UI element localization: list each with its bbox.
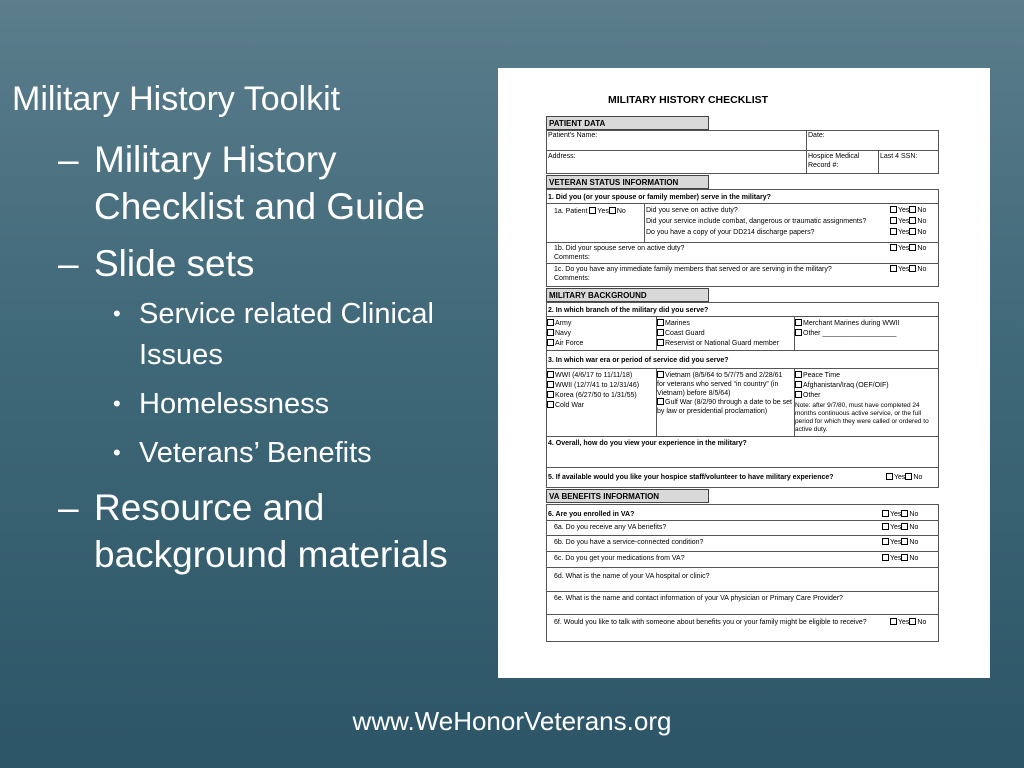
era-peace-time: Peace Time <box>795 371 840 380</box>
era-wwii: WWII (12/7/41 to 12/31/46) <box>547 381 639 390</box>
checkbox[interactable] <box>657 319 664 326</box>
q6f-label: 6f. Would you like to talk with someone about benefits you or your family might be eligible to receive? <box>554 619 867 626</box>
branch-coast-guard: Coast Guard <box>657 329 705 338</box>
q1a-3: Do you have a copy of your DD214 discharge papers? <box>646 229 815 236</box>
checkbox[interactable] <box>890 618 897 625</box>
section-veteran-status: VETERAN STATUS INFORMATION <box>546 175 709 189</box>
q1a-1: Did you serve on active duty? <box>646 207 738 214</box>
era-gulf: Gulf War (8/2/90 through a date to be set by law or presidential proclamation) <box>657 399 792 415</box>
q6c-label: 6c. Do you get your medications from VA? <box>554 555 685 562</box>
q6a-label: 6a. Do you receive any VA benefits? <box>554 524 667 531</box>
checkbox[interactable] <box>901 554 908 561</box>
checkbox[interactable] <box>909 618 916 625</box>
era-other: Other <box>795 391 821 400</box>
q1c-comments: Comments: <box>554 275 590 282</box>
yes-no-q6: Yes No <box>882 510 918 519</box>
checkbox[interactable] <box>882 538 889 545</box>
checklist-document <box>498 68 990 678</box>
checkbox[interactable] <box>657 339 664 346</box>
yes-no-q6c: Yes No <box>882 554 918 563</box>
checkbox[interactable] <box>909 206 916 213</box>
section-patient-data: PATIENT DATA <box>546 116 709 130</box>
checkbox[interactable] <box>547 339 554 346</box>
checkbox[interactable] <box>909 265 916 272</box>
q1b-label: 1b. Did your spouse serve on active duty? <box>554 245 685 252</box>
era-cold-war: Cold War <box>547 401 584 410</box>
checkbox[interactable] <box>795 371 802 378</box>
q2-label: 2. In which branch of the military did you serve? <box>548 307 709 314</box>
q1c-label: 1c. Do you have any immediate family members that served or are serving in the military? <box>554 266 832 273</box>
q6b-label: 6b. Do you have a service-connected condition? <box>554 539 704 546</box>
checkbox[interactable] <box>795 329 802 336</box>
dash-bullet-icon: – <box>58 139 79 180</box>
outline-subitem-homelessness: • Homelessness <box>139 384 439 425</box>
section-military-background: MILITARY BACKGROUND <box>546 288 709 302</box>
checkbox[interactable] <box>547 381 554 388</box>
yes-no-q6f: Yes No <box>890 618 926 627</box>
checkbox[interactable] <box>547 401 554 408</box>
checkbox[interactable] <box>909 217 916 224</box>
q5-label: 5. If available would you like your hospice staff/volunteer to have military experience? <box>548 474 834 481</box>
form-title: MILITARY HISTORY CHECKLIST <box>608 94 769 106</box>
yes-no-q6a: Yes No <box>882 523 918 532</box>
yes-no-q1a-3: Yes No <box>890 228 926 237</box>
checkbox[interactable] <box>547 319 554 326</box>
dash-bullet-icon: – <box>58 243 79 284</box>
checkbox[interactable] <box>909 228 916 235</box>
yes-no-q1c: Yes No <box>890 265 926 274</box>
yes-no-q6b: Yes No <box>882 538 918 547</box>
checkbox[interactable] <box>890 206 897 213</box>
checkbox[interactable] <box>882 510 889 517</box>
checkbox[interactable] <box>547 371 554 378</box>
checkbox[interactable] <box>547 329 554 336</box>
era-oef-oif: Afghanistan/Iraq (OEF/OIF) <box>795 381 889 390</box>
outline-subitem-benefits: • Veterans’ Benefits <box>139 433 439 474</box>
yes-no-q1a-2: Yes No <box>890 217 926 226</box>
checkbox[interactable] <box>909 244 916 251</box>
date-label: Date: <box>808 132 825 139</box>
yes-no-q5: Yes No <box>886 473 922 482</box>
era-wwi: WWI (4/6/17 to 11/11/18) <box>547 371 632 380</box>
yes-no-q1b: Yes No <box>890 244 926 253</box>
q6-label: 6. Are you enrolled in VA? <box>548 511 635 518</box>
checkbox[interactable] <box>901 510 908 517</box>
branch-army: Army <box>547 319 571 328</box>
checkbox[interactable] <box>657 329 664 336</box>
checkbox[interactable] <box>890 217 897 224</box>
q6d-label: 6d. What is the name of your VA hospital or clinic? <box>554 573 710 580</box>
branch-merchant-marines: Merchant Marines during WWII <box>795 319 899 328</box>
q4-label: 4. Overall, how do you view your experience in the military? <box>548 440 747 447</box>
era-vietnam: Vietnam (8/5/64 to 5/7/75 and 2/28/61 for veterans who served “in country” (in Vietnam) before 8/5/64) <box>657 372 783 397</box>
bullet-icon: • <box>113 391 121 416</box>
era-korea: Korea (6/27/50 to 1/31/55) <box>547 391 637 400</box>
checkbox[interactable] <box>901 523 908 530</box>
checkbox[interactable] <box>547 391 554 398</box>
yes-no-q1a-1: Yes No <box>890 206 926 215</box>
checkbox[interactable] <box>657 371 664 378</box>
footer-url[interactable]: www.WeHonorVeterans.org <box>352 706 672 736</box>
branch-navy: Navy <box>547 329 571 338</box>
checkbox[interactable] <box>886 473 893 480</box>
record-label: Hospice Medical Record #: <box>808 153 860 169</box>
branch-marines: Marines <box>657 319 690 328</box>
checkbox[interactable] <box>589 207 596 214</box>
checkbox[interactable] <box>795 391 802 398</box>
branch-reservist: Reservist or National Guard member <box>657 339 779 348</box>
bullet-icon: • <box>113 440 121 465</box>
checkbox[interactable] <box>890 244 897 251</box>
q1a-row: 1a. Patient Yes No <box>554 208 626 215</box>
checkbox[interactable] <box>901 538 908 545</box>
checkbox[interactable] <box>882 554 889 561</box>
checkbox[interactable] <box>795 319 802 326</box>
outline-heading: Military History Toolkit <box>12 80 341 118</box>
ssn-label: Last 4 SSN: <box>880 153 918 160</box>
q1b-comments: Comments: <box>554 254 590 261</box>
outline-item-checklist: – Military History Checklist and Guide <box>94 136 474 230</box>
patient-name-label: Patient's Name: <box>548 132 598 139</box>
section-va-benefits: VA BENEFITS INFORMATION <box>546 489 709 503</box>
checkbox[interactable] <box>795 381 802 388</box>
q1a-2: Did your service include combat, dangerous or traumatic assignments? <box>646 218 867 225</box>
branch-other: Other ___________________ <box>795 329 896 338</box>
bullet-icon: • <box>113 301 121 326</box>
address-label: Address: <box>548 153 576 160</box>
outline-subitem-clinical: • Service related Clinical Issues <box>139 294 439 376</box>
branch-air-force: Air Force <box>547 339 583 348</box>
q6e-label: 6e. What is the name and contact information of your VA physician or Primary Care Provider? <box>554 595 843 602</box>
checkbox[interactable] <box>882 523 889 530</box>
dash-bullet-icon: – <box>58 487 79 528</box>
checkbox[interactable] <box>657 398 664 405</box>
outline-item-slide-sets: – Slide sets <box>94 240 474 287</box>
q3-label: 3. In which war era or period of service did you serve? <box>548 357 729 364</box>
checkbox[interactable] <box>890 228 897 235</box>
outline-item-resources: – Resource and background materials <box>94 484 494 578</box>
checkbox[interactable] <box>905 473 912 480</box>
checkbox[interactable] <box>890 265 897 272</box>
q1-label: 1. Did you (or your spouse or family member) serve in the military? <box>548 194 771 201</box>
checkbox[interactable] <box>609 207 616 214</box>
era-note: Note: after 9/7/80, must have completed 24 months continuous active service, or the full period for which they were called or ordered to active duty. <box>795 402 929 433</box>
